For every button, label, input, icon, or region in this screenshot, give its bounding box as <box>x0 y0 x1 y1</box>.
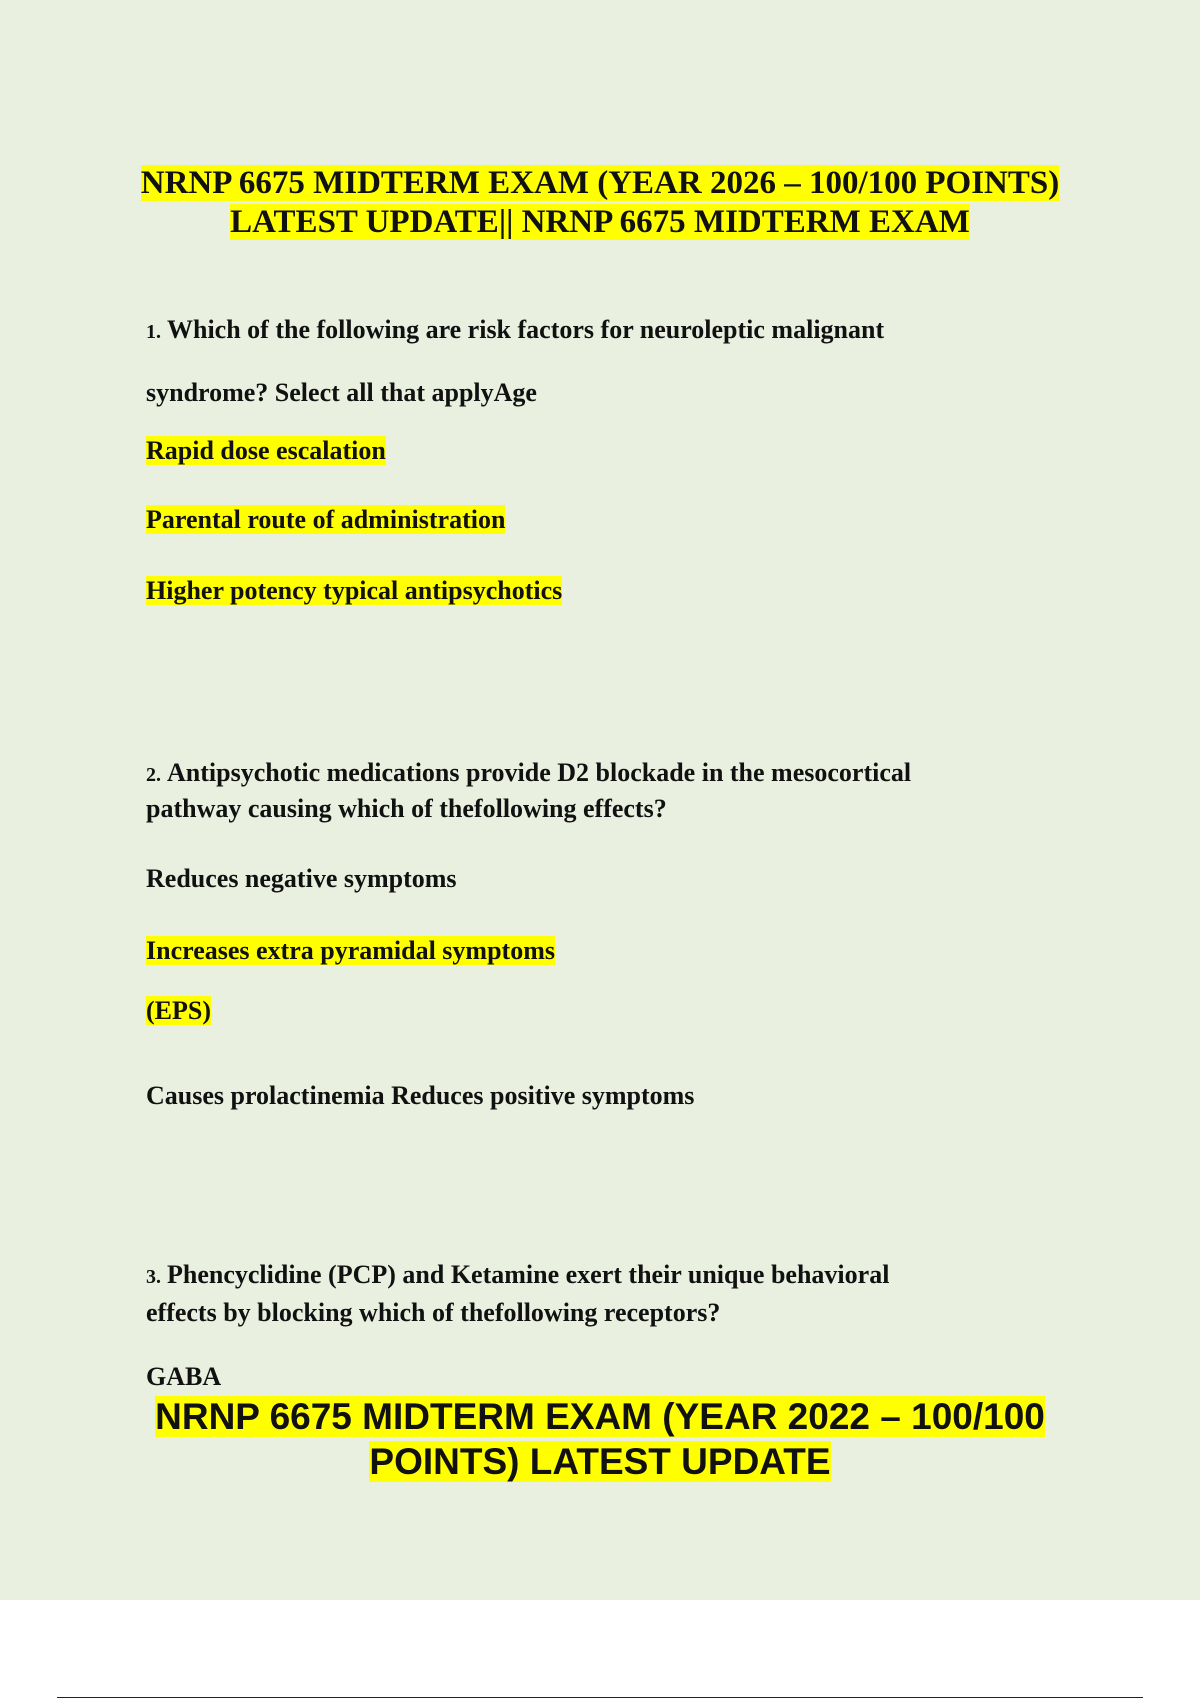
question-3-text: Phencyclidine (PCP) and Ketamine exert their unique behavioral <box>167 1260 890 1289</box>
question-2-line-2: pathway causing which of thefollowing effects? <box>146 794 667 823</box>
answer-text: Increases extra pyramidal symptoms <box>146 936 555 965</box>
question-2-option-1: Reduces negative symptoms <box>146 864 457 893</box>
question-2-line-1 <box>146 756 911 792</box>
document-title <box>0 164 1200 242</box>
question-3-line-1 <box>146 1258 889 1294</box>
question-3-line-2: effects by blocking which of thefollowing receptors? <box>146 1298 721 1327</box>
exam-banner <box>0 1394 1200 1484</box>
title-line-1: NRNP 6675 MIDTERM EXAM (YEAR 2026 – 100/100 POINTS) <box>140 165 1060 201</box>
question-1-answer-2 <box>146 503 505 537</box>
question-1-answer-3 <box>146 574 562 608</box>
title-line-2: LATEST UPDATE|| NRNP 6675 MIDTERM EXAM <box>230 204 970 240</box>
question-1-answer-1 <box>146 434 386 468</box>
question-3-option-1: GABA <box>146 1362 222 1391</box>
question-2-answer-line-1 <box>146 934 555 968</box>
question-2-number: 2. <box>146 764 161 786</box>
question-1-number: 1. <box>146 321 161 343</box>
question-2-text: Antipsychotic medications provide D2 blockade in the mesocortical <box>167 758 912 787</box>
page-footer <box>0 1600 1200 1700</box>
footer-rule <box>57 1697 1143 1698</box>
answer-text: Rapid dose escalation <box>146 436 386 465</box>
question-3-number: 3. <box>146 1266 161 1288</box>
answer-text: Parental route of administration <box>146 505 506 534</box>
answer-text: (EPS) <box>146 996 211 1025</box>
question-1-text: Which of the following are risk factors for neuroleptic malignant <box>167 315 885 344</box>
question-2-option-2: Causes prolactinemia Reduces positive symptoms <box>146 1081 695 1110</box>
banner-line-2: POINTS) LATEST UPDATE <box>369 1441 831 1482</box>
question-1-line-1 <box>146 313 884 349</box>
answer-text: Higher potency typical antipsychotics <box>146 576 563 605</box>
question-2-answer-line-2 <box>146 994 211 1028</box>
question-1-line-2: syndrome? Select all that applyAge <box>146 378 537 407</box>
banner-line-1: NRNP 6675 MIDTERM EXAM (YEAR 2022 – 100/100 <box>155 1396 1045 1437</box>
